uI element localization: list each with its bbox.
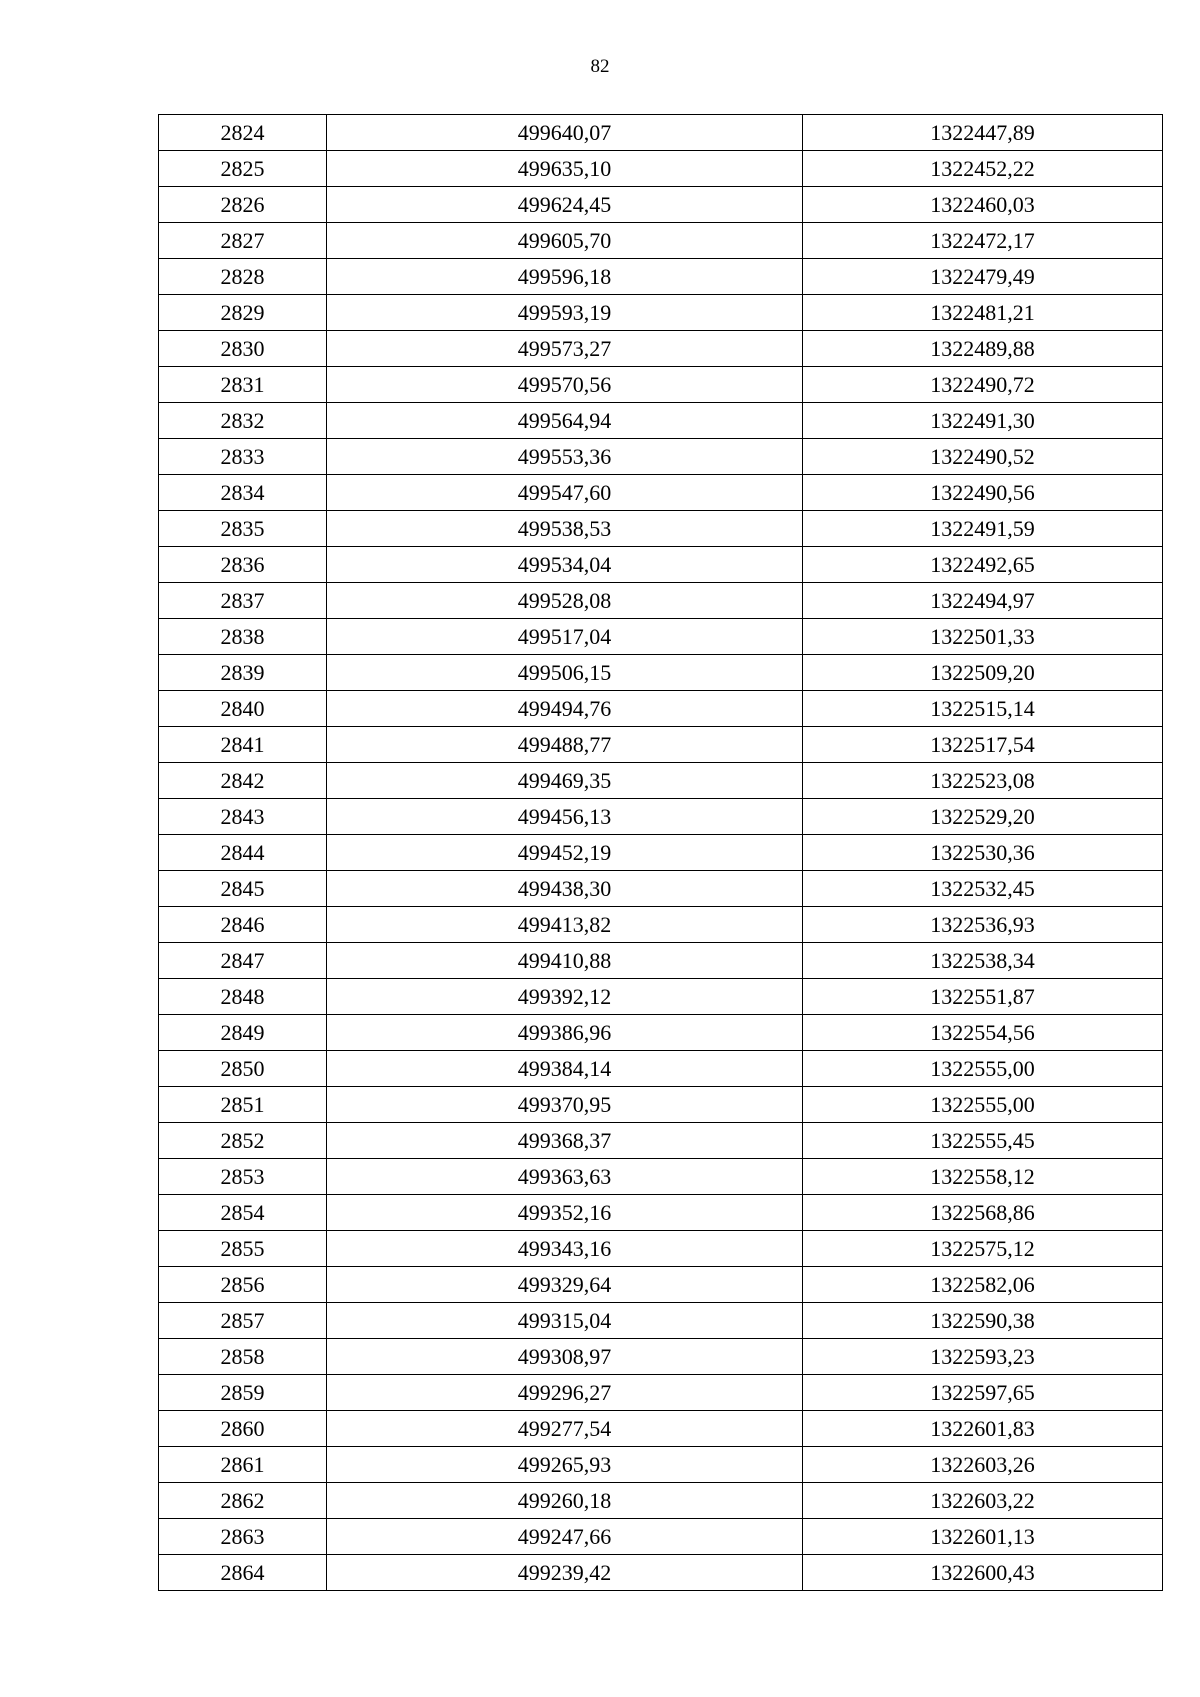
point-number-cell: 2847 bbox=[159, 943, 327, 979]
coordinates-table bbox=[158, 114, 1163, 1591]
table-row bbox=[159, 583, 1163, 619]
y-coordinate-cell: 1322447,89 bbox=[803, 115, 1163, 151]
point-number-cell: 2845 bbox=[159, 871, 327, 907]
x-coordinate-cell: 499488,77 bbox=[327, 727, 803, 763]
point-number-cell: 2854 bbox=[159, 1195, 327, 1231]
x-coordinate-cell: 499363,63 bbox=[327, 1159, 803, 1195]
x-coordinate-cell: 499538,53 bbox=[327, 511, 803, 547]
table-row bbox=[159, 943, 1163, 979]
table-row bbox=[159, 655, 1163, 691]
y-coordinate-cell: 1322575,12 bbox=[803, 1231, 1163, 1267]
table-row bbox=[159, 691, 1163, 727]
point-number-cell: 2853 bbox=[159, 1159, 327, 1195]
table-row bbox=[159, 1231, 1163, 1267]
y-coordinate-cell: 1322555,00 bbox=[803, 1051, 1163, 1087]
x-coordinate-cell: 499528,08 bbox=[327, 583, 803, 619]
y-coordinate-cell: 1322603,22 bbox=[803, 1483, 1163, 1519]
x-coordinate-cell: 499564,94 bbox=[327, 403, 803, 439]
table-row bbox=[159, 1123, 1163, 1159]
y-coordinate-cell: 1322490,52 bbox=[803, 439, 1163, 475]
table-row bbox=[159, 1339, 1163, 1375]
point-number-cell: 2841 bbox=[159, 727, 327, 763]
x-coordinate-cell: 499456,13 bbox=[327, 799, 803, 835]
y-coordinate-cell: 1322460,03 bbox=[803, 187, 1163, 223]
point-number-cell: 2844 bbox=[159, 835, 327, 871]
y-coordinate-cell: 1322479,49 bbox=[803, 259, 1163, 295]
point-number-cell: 2857 bbox=[159, 1303, 327, 1339]
y-coordinate-cell: 1322603,26 bbox=[803, 1447, 1163, 1483]
y-coordinate-cell: 1322501,33 bbox=[803, 619, 1163, 655]
point-number-cell: 2837 bbox=[159, 583, 327, 619]
x-coordinate-cell: 499277,54 bbox=[327, 1411, 803, 1447]
y-coordinate-cell: 1322532,45 bbox=[803, 871, 1163, 907]
table-row bbox=[159, 403, 1163, 439]
x-coordinate-cell: 499469,35 bbox=[327, 763, 803, 799]
point-number-cell: 2849 bbox=[159, 1015, 327, 1051]
x-coordinate-cell: 499573,27 bbox=[327, 331, 803, 367]
table-row bbox=[159, 187, 1163, 223]
y-coordinate-cell: 1322472,17 bbox=[803, 223, 1163, 259]
point-number-cell: 2829 bbox=[159, 295, 327, 331]
point-number-cell: 2846 bbox=[159, 907, 327, 943]
point-number-cell: 2851 bbox=[159, 1087, 327, 1123]
x-coordinate-cell: 499605,70 bbox=[327, 223, 803, 259]
point-number-cell: 2838 bbox=[159, 619, 327, 655]
y-coordinate-cell: 1322551,87 bbox=[803, 979, 1163, 1015]
y-coordinate-cell: 1322509,20 bbox=[803, 655, 1163, 691]
table-row bbox=[159, 439, 1163, 475]
x-coordinate-cell: 499315,04 bbox=[327, 1303, 803, 1339]
point-number-cell: 2824 bbox=[159, 115, 327, 151]
x-coordinate-cell: 499370,95 bbox=[327, 1087, 803, 1123]
table-row bbox=[159, 1051, 1163, 1087]
table-row bbox=[159, 1087, 1163, 1123]
x-coordinate-cell: 499386,96 bbox=[327, 1015, 803, 1051]
y-coordinate-cell: 1322452,22 bbox=[803, 151, 1163, 187]
table-row bbox=[159, 799, 1163, 835]
point-number-cell: 2856 bbox=[159, 1267, 327, 1303]
y-coordinate-cell: 1322568,86 bbox=[803, 1195, 1163, 1231]
x-coordinate-cell: 499329,64 bbox=[327, 1267, 803, 1303]
point-number-cell: 2864 bbox=[159, 1555, 327, 1591]
x-coordinate-cell: 499260,18 bbox=[327, 1483, 803, 1519]
point-number-cell: 2848 bbox=[159, 979, 327, 1015]
y-coordinate-cell: 1322593,23 bbox=[803, 1339, 1163, 1375]
y-coordinate-cell: 1322491,59 bbox=[803, 511, 1163, 547]
x-coordinate-cell: 499438,30 bbox=[327, 871, 803, 907]
point-number-cell: 2827 bbox=[159, 223, 327, 259]
point-number-cell: 2833 bbox=[159, 439, 327, 475]
coordinates-table-body bbox=[159, 115, 1163, 1591]
x-coordinate-cell: 499343,16 bbox=[327, 1231, 803, 1267]
y-coordinate-cell: 1322601,13 bbox=[803, 1519, 1163, 1555]
table-row bbox=[159, 907, 1163, 943]
y-coordinate-cell: 1322530,36 bbox=[803, 835, 1163, 871]
point-number-cell: 2862 bbox=[159, 1483, 327, 1519]
x-coordinate-cell: 499517,04 bbox=[327, 619, 803, 655]
point-number-cell: 2834 bbox=[159, 475, 327, 511]
x-coordinate-cell: 499410,88 bbox=[327, 943, 803, 979]
y-coordinate-cell: 1322601,83 bbox=[803, 1411, 1163, 1447]
point-number-cell: 2826 bbox=[159, 187, 327, 223]
y-coordinate-cell: 1322555,45 bbox=[803, 1123, 1163, 1159]
y-coordinate-cell: 1322491,30 bbox=[803, 403, 1163, 439]
table-row bbox=[159, 259, 1163, 295]
table-row bbox=[159, 1447, 1163, 1483]
table-row bbox=[159, 115, 1163, 151]
y-coordinate-cell: 1322554,56 bbox=[803, 1015, 1163, 1051]
x-coordinate-cell: 499506,15 bbox=[327, 655, 803, 691]
table-row bbox=[159, 1267, 1163, 1303]
x-coordinate-cell: 499392,12 bbox=[327, 979, 803, 1015]
y-coordinate-cell: 1322517,54 bbox=[803, 727, 1163, 763]
table-row bbox=[159, 727, 1163, 763]
x-coordinate-cell: 499534,04 bbox=[327, 547, 803, 583]
x-coordinate-cell: 499352,16 bbox=[327, 1195, 803, 1231]
point-number-cell: 2860 bbox=[159, 1411, 327, 1447]
table-row bbox=[159, 763, 1163, 799]
y-coordinate-cell: 1322490,56 bbox=[803, 475, 1163, 511]
x-coordinate-cell: 499624,45 bbox=[327, 187, 803, 223]
table-row bbox=[159, 1411, 1163, 1447]
point-number-cell: 2852 bbox=[159, 1123, 327, 1159]
point-number-cell: 2859 bbox=[159, 1375, 327, 1411]
table-row bbox=[159, 223, 1163, 259]
point-number-cell: 2858 bbox=[159, 1339, 327, 1375]
point-number-cell: 2863 bbox=[159, 1519, 327, 1555]
table-row bbox=[159, 1555, 1163, 1591]
y-coordinate-cell: 1322515,14 bbox=[803, 691, 1163, 727]
table-row bbox=[159, 1159, 1163, 1195]
point-number-cell: 2836 bbox=[159, 547, 327, 583]
table-row bbox=[159, 1483, 1163, 1519]
point-number-cell: 2850 bbox=[159, 1051, 327, 1087]
y-coordinate-cell: 1322481,21 bbox=[803, 295, 1163, 331]
y-coordinate-cell: 1322600,43 bbox=[803, 1555, 1163, 1591]
table-row bbox=[159, 1519, 1163, 1555]
x-coordinate-cell: 499308,97 bbox=[327, 1339, 803, 1375]
y-coordinate-cell: 1322536,93 bbox=[803, 907, 1163, 943]
y-coordinate-cell: 1322523,08 bbox=[803, 763, 1163, 799]
table-row bbox=[159, 871, 1163, 907]
y-coordinate-cell: 1322558,12 bbox=[803, 1159, 1163, 1195]
x-coordinate-cell: 499494,76 bbox=[327, 691, 803, 727]
point-number-cell: 2832 bbox=[159, 403, 327, 439]
x-coordinate-cell: 499247,66 bbox=[327, 1519, 803, 1555]
point-number-cell: 2828 bbox=[159, 259, 327, 295]
x-coordinate-cell: 499635,10 bbox=[327, 151, 803, 187]
point-number-cell: 2825 bbox=[159, 151, 327, 187]
table-row bbox=[159, 511, 1163, 547]
table-row bbox=[159, 331, 1163, 367]
y-coordinate-cell: 1322590,38 bbox=[803, 1303, 1163, 1339]
point-number-cell: 2861 bbox=[159, 1447, 327, 1483]
x-coordinate-cell: 499547,60 bbox=[327, 475, 803, 511]
x-coordinate-cell: 499296,27 bbox=[327, 1375, 803, 1411]
x-coordinate-cell: 499413,82 bbox=[327, 907, 803, 943]
y-coordinate-cell: 1322582,06 bbox=[803, 1267, 1163, 1303]
point-number-cell: 2830 bbox=[159, 331, 327, 367]
table-row bbox=[159, 979, 1163, 1015]
point-number-cell: 2839 bbox=[159, 655, 327, 691]
page-number: 82 bbox=[590, 56, 610, 77]
table-row bbox=[159, 547, 1163, 583]
table-row bbox=[159, 367, 1163, 403]
point-number-cell: 2855 bbox=[159, 1231, 327, 1267]
table-row bbox=[159, 475, 1163, 511]
y-coordinate-cell: 1322489,88 bbox=[803, 331, 1163, 367]
x-coordinate-cell: 499593,19 bbox=[327, 295, 803, 331]
table-row bbox=[159, 295, 1163, 331]
x-coordinate-cell: 499570,56 bbox=[327, 367, 803, 403]
y-coordinate-cell: 1322529,20 bbox=[803, 799, 1163, 835]
y-coordinate-cell: 1322490,72 bbox=[803, 367, 1163, 403]
table-row bbox=[159, 1303, 1163, 1339]
point-number-cell: 2831 bbox=[159, 367, 327, 403]
table-row bbox=[159, 1195, 1163, 1231]
y-coordinate-cell: 1322597,65 bbox=[803, 1375, 1163, 1411]
table-row bbox=[159, 1015, 1163, 1051]
x-coordinate-cell: 499452,19 bbox=[327, 835, 803, 871]
y-coordinate-cell: 1322538,34 bbox=[803, 943, 1163, 979]
x-coordinate-cell: 499368,37 bbox=[327, 1123, 803, 1159]
x-coordinate-cell: 499640,07 bbox=[327, 115, 803, 151]
table-row bbox=[159, 619, 1163, 655]
x-coordinate-cell: 499384,14 bbox=[327, 1051, 803, 1087]
point-number-cell: 2840 bbox=[159, 691, 327, 727]
point-number-cell: 2843 bbox=[159, 799, 327, 835]
x-coordinate-cell: 499596,18 bbox=[327, 259, 803, 295]
y-coordinate-cell: 1322555,00 bbox=[803, 1087, 1163, 1123]
y-coordinate-cell: 1322492,65 bbox=[803, 547, 1163, 583]
x-coordinate-cell: 499553,36 bbox=[327, 439, 803, 475]
x-coordinate-cell: 499239,42 bbox=[327, 1555, 803, 1591]
point-number-cell: 2842 bbox=[159, 763, 327, 799]
x-coordinate-cell: 499265,93 bbox=[327, 1447, 803, 1483]
y-coordinate-cell: 1322494,97 bbox=[803, 583, 1163, 619]
table-row bbox=[159, 151, 1163, 187]
table-row bbox=[159, 835, 1163, 871]
point-number-cell: 2835 bbox=[159, 511, 327, 547]
table-row bbox=[159, 1375, 1163, 1411]
